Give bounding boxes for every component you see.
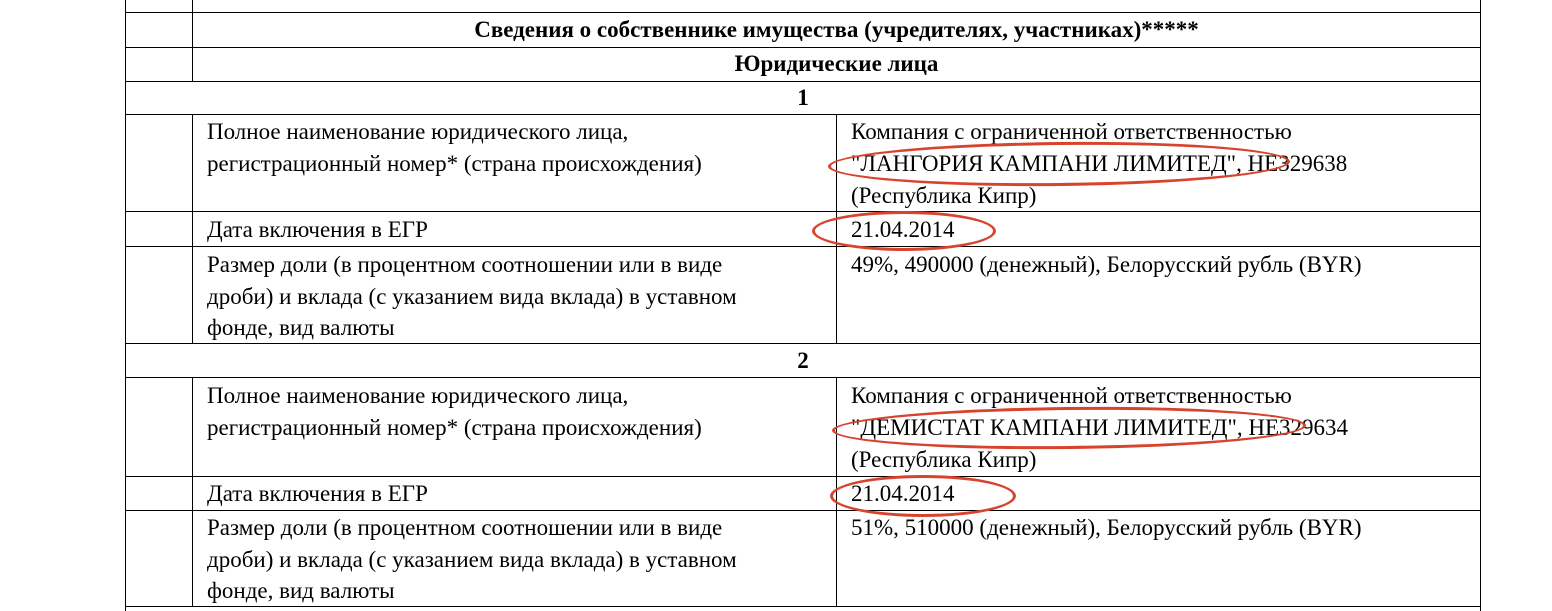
share-label: дроби) и вклада (с указанием вида вклада) в уставном xyxy=(207,284,737,309)
table-rule xyxy=(125,510,1481,511)
name-value: Компания с ограниченной ответственностью xyxy=(851,383,1292,408)
share-value: 51%, 510000 (денежный), Белорусский рубль (BYR) xyxy=(851,515,1362,540)
subsection-title: Юридические лица xyxy=(734,51,939,76)
table-rule xyxy=(836,377,837,606)
name-value: (Республика Кипр) xyxy=(851,447,1037,472)
table-rule xyxy=(125,476,1481,477)
share-label: Размер доли (в процентном соотношении или в виде xyxy=(207,252,723,277)
table-rule xyxy=(125,114,1481,115)
owner-number: 2 xyxy=(797,348,809,373)
date-label: Дата включения в ЕГР xyxy=(207,217,428,242)
table-rule xyxy=(1480,0,1481,611)
share-label: Размер доли (в процентном соотношении или в виде xyxy=(207,515,723,540)
table-rule xyxy=(125,211,1481,212)
date-value: 21.04.2014 xyxy=(851,481,955,506)
name-label: Полное наименование юридического лица, xyxy=(207,383,629,408)
share-value: 49%, 490000 (денежный), Белорусский рубль (BYR) xyxy=(851,252,1362,277)
name-value: (Республика Кипр) xyxy=(851,183,1037,208)
date-label: Дата включения в ЕГР xyxy=(207,481,428,506)
table-rule xyxy=(125,377,1481,378)
name-label: регистрационный номер* (страна происхождения) xyxy=(207,151,702,176)
table-rule xyxy=(125,246,1481,247)
name-label: регистрационный номер* (страна происхождения) xyxy=(207,415,702,440)
share-label: фонде, вид валюты xyxy=(207,315,395,340)
owner-number: 1 xyxy=(797,85,809,110)
name-value: Компания с ограниченной ответственностью xyxy=(851,119,1292,144)
section-title: Сведения о собственнике имущества (учредителях, участниках)***** xyxy=(474,17,1199,42)
table-rule xyxy=(192,377,193,606)
table-rule xyxy=(836,114,837,343)
table-rule xyxy=(192,114,193,343)
share-label: фонде, вид валюты xyxy=(207,578,395,603)
name-value: "ЛАНГОРИЯ КАМПАНИ ЛИМИТЕД", НЕ329638 xyxy=(851,151,1348,176)
name-label: Полное наименование юридического лица, xyxy=(207,119,629,144)
share-label: дроби) и вклада (с указанием вида вклада) в уставном xyxy=(207,547,737,572)
table-rule xyxy=(125,12,1481,13)
name-value: "ДЕМИСТАТ КАМПАНИ ЛИМИТЕД", НЕ329634 xyxy=(851,415,1349,440)
date-value: 21.04.2014 xyxy=(851,217,955,242)
